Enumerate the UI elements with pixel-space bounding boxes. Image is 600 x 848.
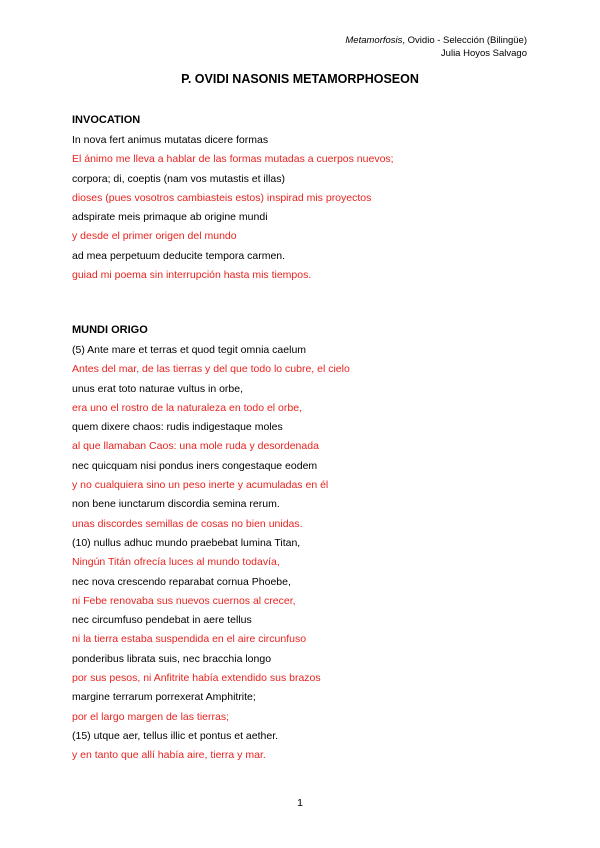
spanish-translation-line: y no cualquiera sino un peso inerte y acumuladas en él [72,479,329,492]
latin-verse-line: (15) utque aer, tellus illic et pontus et aether. [72,729,279,742]
latin-verse-line: (10) nullus adhuc mundo praebebat lumina Titan, [72,536,301,549]
spanish-translation-line: ni Febe renovaba sus nuevos cuernos al crecer, [72,594,296,607]
header-work-line [345,34,527,47]
latin-verse-line: quem dixere chaos: rudis indigestaque moles [72,421,283,434]
spanish-translation-line: El ánimo me lleva a hablar de las formas mutadas a cuerpos nuevos; [72,153,394,166]
page-number: 1 [297,797,303,809]
section-heading: MUNDI ORIGO [72,324,148,336]
latin-verse-line: nec nova crescendo reparabat cornua Phoebe, [72,575,291,588]
latin-verse-line: ponderibus librata suis, nec bracchia longo [72,652,272,665]
header-work-rest: , Ovidio - Selección (Bilingüe) [402,35,527,46]
latin-verse-line: nec quicquam nisi pondus iners congestaque eodem [72,459,318,472]
spanish-translation-line: Antes del mar, de las tierras y del que todo lo cubre, el cielo [72,363,350,376]
spanish-translation-line: y en tanto que allí había aire, tierra y mar. [72,749,266,762]
latin-verse-line: nec circumfuso pendebat in aere tellus [72,614,252,627]
latin-verse-line: margine terrarum porrexerat Amphitrite; [72,691,256,704]
spanish-translation-line: ni la tierra estaba suspendida en el aire circunfuso [72,633,307,646]
section-invocation [72,113,542,285]
spanish-translation-line: por sus pesos, ni Anfitrite había extendido sus brazos [72,672,321,685]
latin-verse-line: non bene iunctarum discordia semina rerum. [72,498,280,511]
document-title: P. OVIDI NASONIS METAMORPHOSEON [181,72,419,86]
section-mundi-origo [72,323,542,766]
section-heading: INVOCATION [72,114,141,126]
latin-verse-line: corpora; di, coeptis (nam vos mutastis et illas) [72,172,285,185]
spanish-translation-line: guiad mi poema sin interrupción hasta mis tiempos. [72,269,312,282]
running-header [345,34,527,60]
spanish-translation-line: Ningún Titán ofrecía luces al mundo todavía, [72,556,280,569]
latin-verse-line: ad mea perpetuum deducite tempora carmen. [72,249,286,262]
spanish-translation-line: por el largo margen de las tierras; [72,710,229,723]
spanish-translation-line: al que llamaban Caos: una mole ruda y desordenada [72,440,319,453]
section-lines [72,341,542,766]
section-lines [72,131,542,285]
header-author: Julia Hoyos Salvago [440,48,527,59]
header-work-title: Metamorfosis [345,35,403,46]
spanish-translation-line: era uno el rostro de la naturaleza en todo el orbe, [72,401,302,414]
spanish-translation-line: y desde el primer origen del mundo [72,230,237,243]
latin-verse-line: (5) Ante mare et terras et quod tegit omnia caelum [72,344,307,356]
spanish-translation-line: dioses (pues vosotros cambiasteis estos) inspirad mis proyectos [72,191,372,204]
latin-verse-line: unus erat toto naturae vultus in orbe, [72,382,244,395]
spanish-translation-line: unas discordes semillas de cosas no bien unidas. [72,517,303,530]
latin-verse-line: adspirate meis primaque ab origine mundi [72,211,268,224]
latin-verse-line: In nova fert animus mutatas dicere formas [72,134,269,146]
